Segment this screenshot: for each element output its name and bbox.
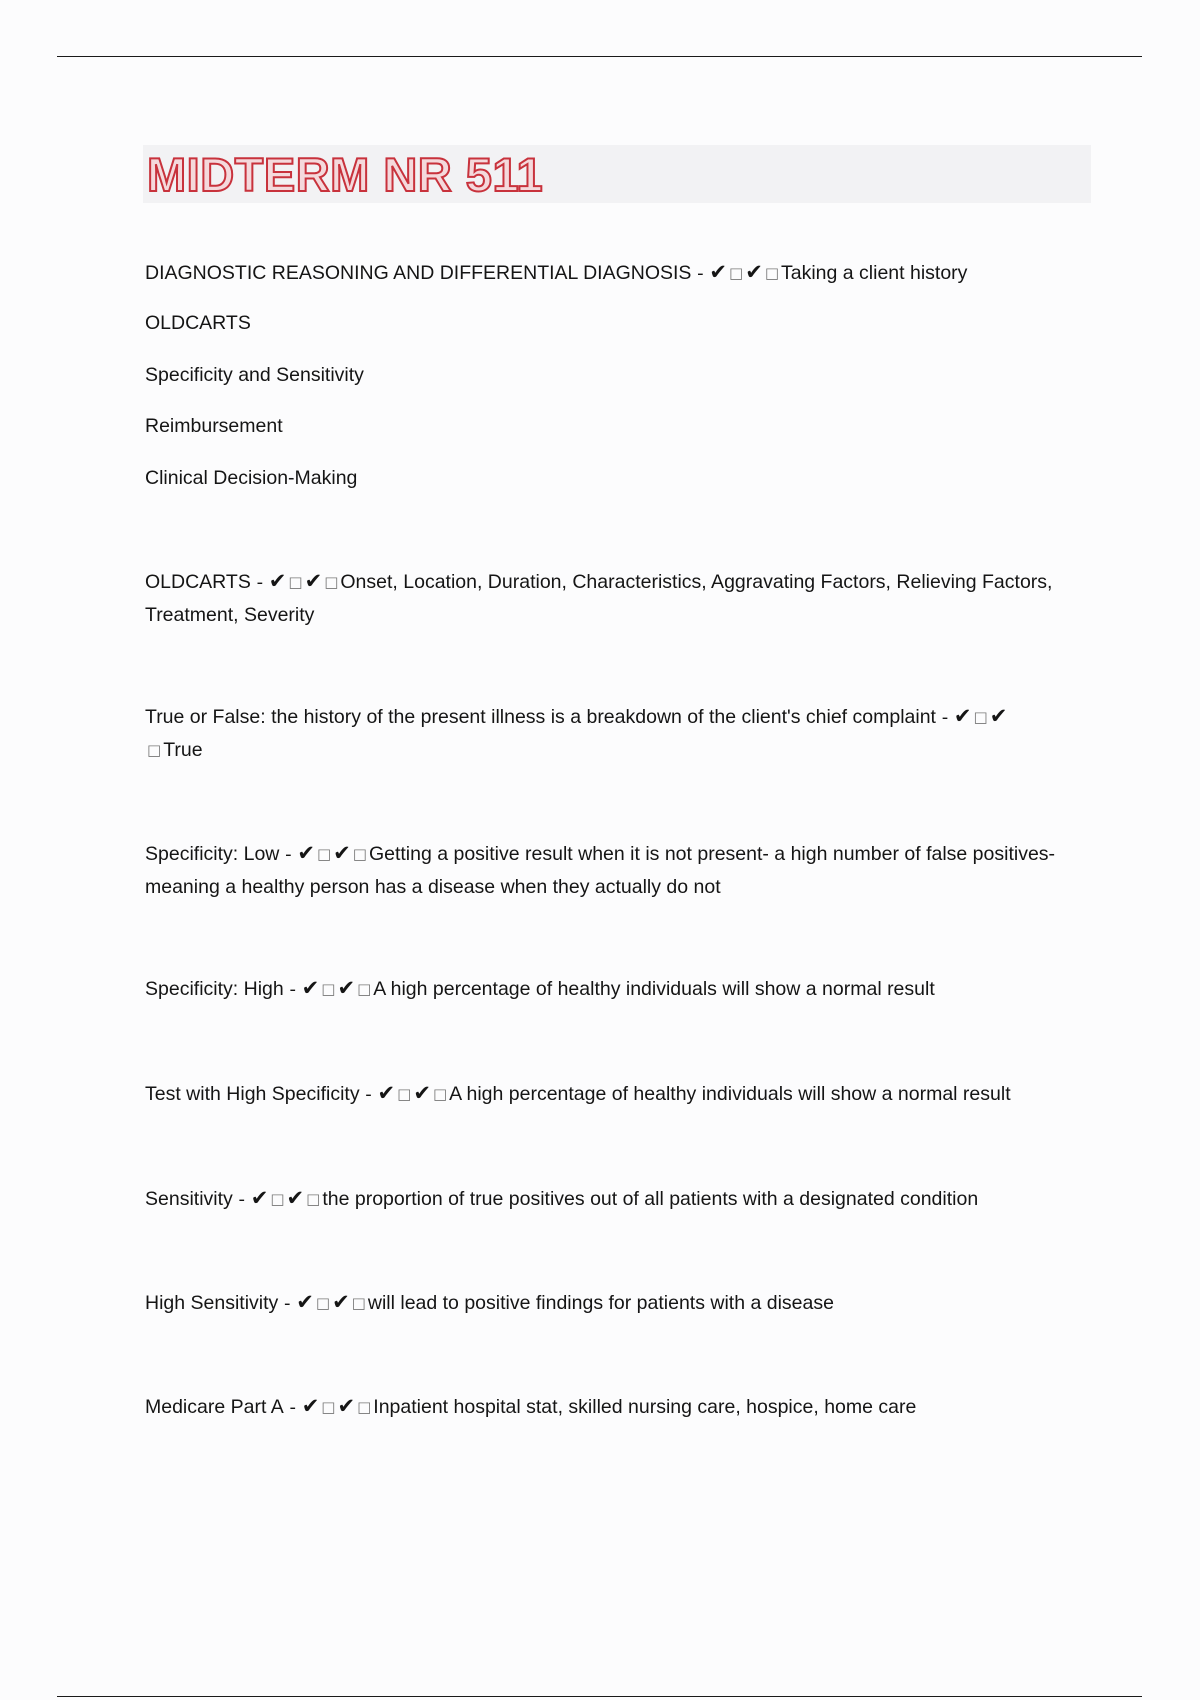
box-icon: □ bbox=[729, 264, 744, 282]
box-icon: □ bbox=[973, 708, 988, 726]
qa-entry-8 bbox=[145, 1390, 1075, 1424]
box-icon: □ bbox=[324, 573, 339, 591]
box-icon: □ bbox=[432, 1085, 448, 1103]
intro-line-1: Specificity and Sensitivity bbox=[145, 364, 364, 386]
check-icon: ✔ bbox=[413, 1081, 431, 1105]
qa-entry-7 bbox=[145, 1286, 1075, 1320]
box-icon: □ bbox=[288, 573, 303, 591]
check-icon: ✔ bbox=[296, 1290, 314, 1314]
intro-line-3: Clinical Decision-Making bbox=[145, 467, 358, 489]
check-icon: ✔ bbox=[337, 976, 356, 1000]
document-title: MIDTERM NR 511 bbox=[147, 148, 544, 201]
box-icon: □ bbox=[351, 1294, 366, 1312]
check-icon: ✔ bbox=[333, 841, 351, 865]
separator: - bbox=[278, 1293, 297, 1314]
box-icon: □ bbox=[321, 1398, 336, 1416]
box-icon: □ bbox=[316, 845, 332, 863]
question-text: Medicare Part A bbox=[145, 1396, 284, 1418]
answer-text: Getting a positive result when it is not present- a high number of false positives- meaning a healthy person has a disease when they actually do not bbox=[145, 843, 1056, 898]
answer-text: Onset, Location, Duration, Characteristics, Aggravating Factors, Relieving Factors, Treatment, Severity bbox=[145, 571, 1053, 626]
question-text: OLDCARTS bbox=[145, 571, 251, 593]
separator: - bbox=[935, 707, 954, 728]
box-icon: □ bbox=[357, 1398, 372, 1416]
box-icon: □ bbox=[321, 980, 336, 998]
answer-text: Taking a client history bbox=[781, 262, 968, 284]
question-text: True or False: the history of the present illness is a breakdown of the client's chief complaint bbox=[145, 706, 936, 728]
answer-text: True bbox=[163, 739, 203, 761]
question-text: Specificity: High bbox=[145, 978, 284, 1000]
box-icon: □ bbox=[315, 1294, 331, 1312]
check-icon: ✔ bbox=[286, 1186, 305, 1210]
title-band bbox=[143, 145, 1091, 203]
check-icon: ✔ bbox=[250, 1186, 269, 1210]
answer-text: A high percentage of healthy individuals will show a normal result bbox=[449, 1083, 1011, 1105]
separator: - bbox=[232, 1189, 251, 1210]
answer-text: the proportion of true positives out of all patients with a designated condition bbox=[322, 1188, 979, 1210]
answer-text: A high percentage of healthy individuals will show a normal result bbox=[373, 978, 935, 1000]
separator: - bbox=[691, 263, 710, 284]
check-icon: ✔ bbox=[337, 1394, 356, 1418]
intro-line-0: OLDCARTS bbox=[145, 312, 251, 334]
qa-entry-4 bbox=[145, 972, 1075, 1006]
check-icon: ✔ bbox=[989, 704, 1008, 728]
qa-entry-5 bbox=[145, 1077, 1075, 1111]
check-icon: ✔ bbox=[268, 569, 287, 593]
box-icon: □ bbox=[764, 264, 779, 282]
check-icon: ✔ bbox=[745, 260, 763, 284]
check-icon: ✔ bbox=[301, 976, 320, 1000]
intro-line-2: Reimbursement bbox=[145, 415, 283, 437]
box-icon: □ bbox=[147, 741, 162, 759]
qa-entry-3 bbox=[145, 837, 1075, 903]
question-text: High Sensitivity bbox=[145, 1292, 279, 1314]
answer-text: will lead to positive findings for patients with a disease bbox=[367, 1292, 834, 1314]
question-text: Sensitivity bbox=[145, 1188, 233, 1210]
box-icon: □ bbox=[357, 980, 372, 998]
separator: - bbox=[359, 1084, 378, 1105]
separator: - bbox=[250, 572, 269, 593]
qa-entry-2 bbox=[145, 700, 1075, 766]
box-icon: □ bbox=[306, 1190, 321, 1208]
check-icon: ✔ bbox=[377, 1081, 396, 1105]
answer-text: Inpatient hospital stat, skilled nursing care, hospice, home care bbox=[373, 1396, 917, 1418]
check-icon: ✔ bbox=[709, 260, 728, 284]
separator: - bbox=[283, 979, 302, 1000]
check-icon: ✔ bbox=[304, 569, 323, 593]
box-icon: □ bbox=[270, 1190, 285, 1208]
question-text: DIAGNOSTIC REASONING AND DIFFERENTIAL DIAGNOSIS bbox=[145, 262, 692, 284]
question-text: Specificity: Low bbox=[145, 843, 280, 865]
footer-rule bbox=[57, 1696, 1142, 1697]
check-icon: ✔ bbox=[953, 704, 972, 728]
qa-entry-1 bbox=[145, 565, 1075, 631]
qa-entry-0 bbox=[145, 256, 1075, 290]
check-icon: ✔ bbox=[297, 841, 315, 865]
separator: - bbox=[279, 844, 298, 865]
header-rule bbox=[57, 56, 1142, 57]
box-icon: □ bbox=[397, 1085, 412, 1103]
qa-entry-6 bbox=[145, 1182, 1075, 1216]
separator: - bbox=[283, 1397, 302, 1418]
question-text: Test with High Specificity bbox=[145, 1083, 360, 1105]
box-icon: □ bbox=[352, 845, 367, 863]
check-icon: ✔ bbox=[332, 1290, 350, 1314]
check-icon: ✔ bbox=[301, 1394, 320, 1418]
